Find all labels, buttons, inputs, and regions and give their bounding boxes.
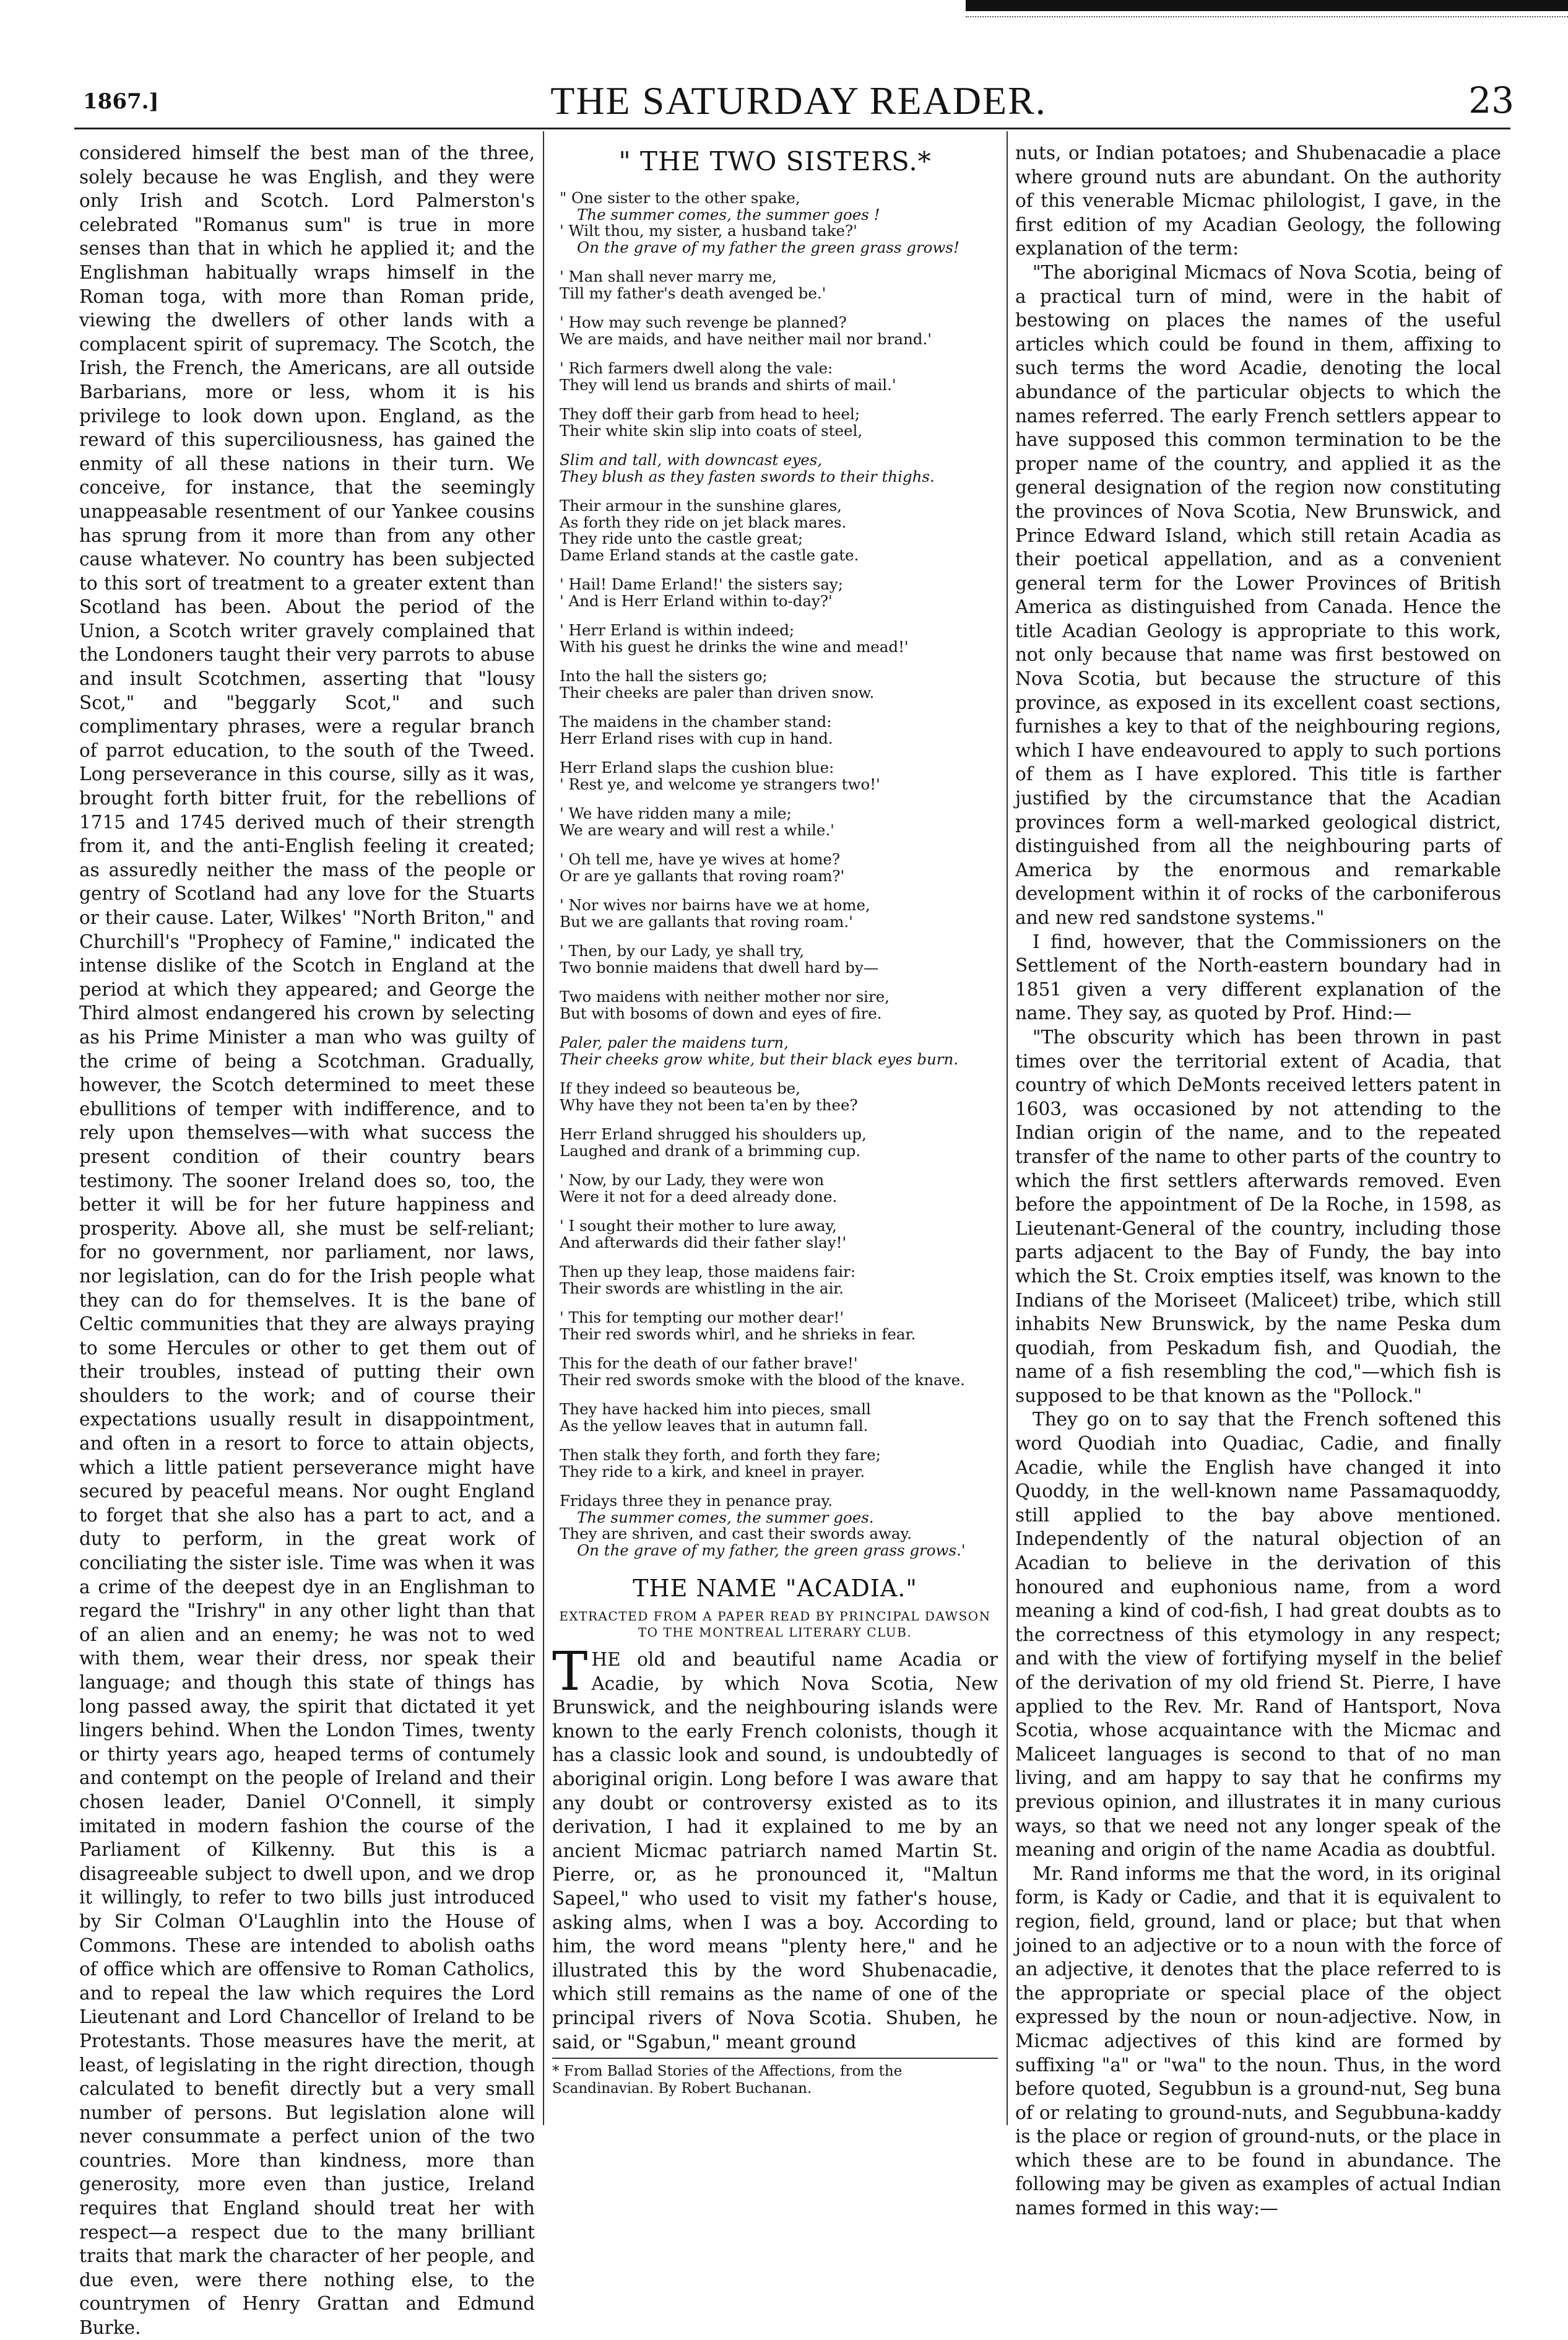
poem-line: They are shriven, and cast their swords away.	[560, 1524, 912, 1542]
poem-line: ' Rest ye, and welcome ye strangers two!'	[560, 775, 880, 793]
paragraph: Mr. Rand informs me that the word, in its original form, is Kady or Cadie, and that it is equivalent to region, field, ground, land or place; but that when joined to an adjective or to a noun with the force of an adjective, it denotes that the place referred to is the appropriate or special place of the object expressed by the noun or noun-adjective. Now, in Micmac adjectives of this kind are formed by suffixing "a" or "wa" to the noun. Thus, in the word before quoted, Segubbun is a ground-nut, Seg buna of or relating to ground-nuts, and Segubbuna-kaddy is the place or region of ground-nuts, or the place in which these are to be found in abundance. The following may be given as examples of actual Indian names formed in this way:—	[1015, 1863, 1501, 2219]
paragraph-text: HE old and beautiful name Acadia or Acadie, by which Nova Scotia, New Brunswick, and the neighbouring islands were known to the early French colonists, though it has a classic look and sound, is undoubtedly of aboriginal origin. Long before I was aware that any doubt or controversy existed as to its derivation, I had it explained to me by an ancient Micmac patriarch named Martin St. Pierre, or, as he pronounced it, "Maltun Sapeel," who used to visit my father's house, asking alms, when I was a boy. According to him, the word means "plenty here," and he illustrated this by the word Shubenacadie, which still remains as the name of one of the principal rivers of Nova Scotia. Shuben, he said, or "Sgabun," meant ground	[552, 1649, 998, 2053]
poem-stanza	[560, 622, 998, 655]
poem-line: The summer comes, the summer goes !	[577, 205, 880, 224]
paragraph: nuts, or Indian potatoes; and Shubenacadie a place where ground nuts are abundant. On the authority of this venerable Micmac philologist, I gave, in the first edition of my Acadian Geology, the following explanation of the term:	[1015, 142, 1501, 259]
column-2	[552, 141, 998, 2141]
poem-stanza	[560, 714, 998, 747]
poem-line: ' Herr Erland is within indeed;	[560, 621, 795, 639]
poem-line: ' Now, by our Lady, they were won	[560, 1171, 825, 1189]
poem-line: They ride to a kirk, and kneel in prayer.	[560, 1462, 865, 1481]
poem-stanza	[560, 1126, 998, 1159]
header-rule	[74, 128, 1510, 129]
article-subtitle: EXTRACTED FROM A PAPER READ BY PRINCIPAL DAWSON TO THE MONTREAL LITERARY CLUB.	[559, 1609, 991, 1640]
poem-line: Their white skin slip into coats of steel,	[560, 421, 863, 440]
poem-line: ' Rich farmers dwell along the vale:	[560, 359, 833, 377]
poem-line: But with bosoms of down and eyes of fire.	[560, 1004, 882, 1022]
poem-stanza	[560, 1081, 998, 1113]
poem-line: ' We have ridden many a mile;	[560, 804, 792, 822]
page-number: 23	[1468, 79, 1514, 121]
poem-stanza	[560, 1264, 998, 1297]
poem-stanza	[560, 897, 998, 930]
poem-stanza	[560, 1310, 998, 1342]
poem-line: The summer comes, the summer goes.	[577, 1508, 874, 1526]
poem-stanza	[560, 269, 998, 302]
article-title: THE NAME "ACADIA."	[633, 1575, 917, 1602]
poem-line: Their cheeks are paler than driven snow.	[560, 683, 875, 702]
poem-stanza	[560, 452, 998, 485]
paragraph	[552, 1641, 998, 2054]
poem-stanza	[560, 943, 998, 976]
poem-line: Why have they not been ta'en by thee?	[560, 1095, 858, 1114]
column-divider	[543, 131, 544, 2125]
poem-stanza	[560, 406, 998, 439]
poem-line: ' And is Herr Erland within to-day?'	[560, 591, 833, 610]
paragraph: "The obscurity which has been thrown in past times over the territorial extent of Acadia, that country of which DeMonts received letters patent in 1603, was occasioned by not attending to the Indian origin of the name, and to the repeated transfer of the name to other parts of the country to which the first settlers afterwards removed. Even before the appointment of De la Roche, in 1598, as Lieutenant-General of the country, including those parts adjacent to the Bay of Fundy, the bay into which the St. Croix empties itself, was known to the Indians of the Moriseet (Maliceet) tribe, which still inhabits New Brunswick, by the name Peska dum quodiah, from Peskadum fish, and Quodiah, the name of a fish resembling the cod,"—which fish is supposed to be that known as the "Pollock."	[1015, 1026, 1501, 1406]
poem-stanza	[560, 1218, 998, 1251]
poem-stanza	[560, 806, 998, 838]
poem-line: ' Wilt thou, my sister, a husband take?'	[560, 222, 857, 240]
poem-line: On the grave of my father, the green grass grows.'	[577, 1541, 966, 1559]
poem-line: Or are ye gallants that roving roam?'	[560, 866, 845, 885]
poem-stanza	[560, 1355, 998, 1388]
poem-stanza	[560, 315, 998, 347]
poem-line: If they indeed so beauteous be,	[560, 1079, 800, 1097]
poem-line: Herr Erland rises with cup in hand.	[560, 729, 833, 747]
poem-line: Dame Erland stands at the castle gate.	[560, 546, 859, 564]
poem-line: ' I sought their mother to lure away,	[560, 1217, 837, 1235]
poem-line: Paler, paler the maidens turn,	[560, 1033, 789, 1051]
poem-line: Two bonnie maidens that dwell hard by—	[560, 958, 879, 976]
drop-cap: T	[552, 1641, 588, 1703]
article-text	[552, 1641, 998, 2054]
poem-line: Their red swords smoke with the blood of the knave.	[560, 1370, 965, 1389]
poem-line: Then stalk they forth, and forth they fare;	[560, 1446, 881, 1464]
poem-line: Herr Erland slaps the cushion blue:	[560, 759, 834, 776]
poem-line: They blush as they fasten swords to their thighs.	[560, 467, 935, 485]
article-continued-text	[1015, 141, 1501, 2220]
poem-line: They doff their garb from head to heel;	[560, 405, 860, 423]
poem-stanza	[560, 1401, 998, 1434]
poem-line: And afterwards did their father slay!'	[560, 1233, 847, 1251]
poem-line: Two maidens with neither mother nor sire,	[560, 988, 890, 1006]
poem-line: They have hacked him into pieces, small	[560, 1400, 871, 1418]
poem-line: On the grave of my father the green grass grows!	[577, 238, 959, 256]
column-1	[79, 141, 535, 2339]
poem-line: Slim and tall, with downcast eyes,	[560, 451, 823, 469]
poem-line: As forth they ride on jet black mares.	[560, 513, 847, 531]
poem-stanza	[560, 989, 998, 1022]
editorial-text	[79, 141, 535, 2340]
poem-line: ' Hail! Dame Erland!' the sisters say;	[560, 575, 844, 593]
poem-line: They will lend us brands and shirts of mail.'	[560, 375, 896, 394]
poem-line: ' This for tempting our mother dear!'	[560, 1308, 844, 1326]
poem-line: Fridays three they in penance pray.	[560, 1492, 833, 1510]
poem-line: But we are gallants that roving roam.'	[560, 912, 853, 931]
paragraph: "The aboriginal Micmacs of Nova Scotia, being of a practical turn of mind, were in the habit of bestowing on places the names of the useful articles which could be found in them, affixing to such terms the word Acadie, denoting the local abundance of the particular objects to which the names referred. The early French settlers appear to have supposed this common termination to be the proper name of the country, and applied it as the general designation of the region now constituting the provinces of Nova Scotia, New Brunswick, and Prince Edward Island, which still retain Acadia as their poetical appellation, and as a convenient general term for the Lower Provinces of British America as distinguished from Canada. Hence the title Acadian Geology is appropriate to this work, not only because that name was first bestowed on Nova Scotia, but because the structure of this province, as exposed in its excellent coast sections, furnishes a key to that of the neighbouring regions, which I have endeavoured to apply to such portions of them as I have explored. This title is farther justified by the circumstance that the Acadian provinces form a well-marked geological district, distinguished from all the neighbouring parts of America by the enormous and remarkable development within it of rocks of the carboniferous and new red sandstone systems."	[1015, 261, 1501, 928]
poem-stanza	[560, 668, 998, 701]
poem-stanza	[560, 760, 998, 793]
poem-line: ' How may such revenge be planned?	[560, 313, 847, 331]
column-3	[1015, 141, 1501, 2219]
poem-stanza	[560, 1172, 998, 1205]
poem-stanza	[560, 1447, 998, 1480]
paragraph: They go on to say that the French softened this word Quodiah into Quadiac, Cadie, and finally Acadie, while the English have changed it into Quoddy, in the well-known name Passamaquoddy, still applied to the bay above mentioned. Independently of the natural objection of an Acadian to believe in the derivation of this honoured and euphonious name, from a word meaning a kind of cod-fish, I had great doubts as to the correctness of this etymology in any respect; and with the view of fortifying myself in the belief of the derivation of my old friend St. Pierre, I have applied to the Rev. Mr. Rand of Hantsport, Nova Scotia, whose acquaintance with the Micmac and Maliceet languages is second to that of no man living, and am happy to say that he confirms my previous opinion, and illustrates it in many curious ways, so that we need not any longer speak of the meaning and origin of the name Acadia as doubtful.	[1015, 1409, 1501, 1861]
paragraph: considered himself the best man of the three, solely because he was English, and they were only Irish and Scotch. Lord Palmerston's celebrated "Romanus sum" is true in more senses than that in which he applied it; and the Englishman habitually wraps himself in the Roman toga, with more than Roman pride, viewing the dwellers of other lands with a complacent spirit of supremacy. The Scotch, the Irish, the French, the Americans, are all outside Barbarians, more or less, whom it is his privilege to look down upon. England, as the reward of this superciliousness, has gained the enmity of all these nations in their turn. We conceive, for instance, that the seemingly unappeasable resentment of our Yankee cousins has sprung from it more than from any other cause whatever. No country has been subjected to this sort of treatment to a greater extent than Scotland has been. About the period of the Union, a Scotch writer gravely complained that the Londoners taught their very parrots to abuse and insult Scotchmen, asserting that "lousy Scot," and "beggarly Scot," and such complimentary phrases, were a regular branch of parrot education, to the south of the Tweed. Long perseverance in this course, silly as it was, brought forth bitter fruit, for the rebellions of 1715 and 1745 derived much of their strength from it, and the anti-English feeling it created; as assuredly neither the mass of the people or gentry of Scotland had any love for the Stuarts or their cause. Later, Wilkes' "North Briton," and Churchill's "Prophecy of Famine," indicated the intense dislike of the Scotch in England at the period at which they appeared; and George the Third almost endangered his crown by selecting as his Prime Minister a man who was guilty of the crime of being a Scotchman. Gradually, however, the Scotch determined to meet these ebullitions of temper with indifference, and to rely upon themselves—with what success the present condition of their country bears testimony. The sooner Ireland does so, too, the better it will be for her future happiness and prosperity. Above all, she must be self-reliant; for no government, nor parliament, nor laws, nor legislation, can do for the Irish people what they can do for themselves. It is the bane of Celtic communities that they are always praying to some Hercules or other to get them out of their troubles, instead of putting their own shoulders to the work; and of course their expectations usually result in disappointment, and often in a resort to force to attain objects, which a little patient perseverance might have secured by peaceful means. Nor ought England to forget that she also has a part to act, and a duty to perform, in the great work of conciliating the sister isle. Time was when it was a crime of the deepest dye in an Englishman to regard the "Irishry" in any other light than that of an alien and an enemy; he was not to wed with them, wear their dress, nor speak their language; and though this state of things has long passed away, the spirit that dictated it yet lingers behind. When the London Times, twenty or thirty years ago, heaped terms of contumely and contempt on the people of Ireland and their chosen leader, Daniel O'Connell, it simply imitated in modern fashion the course of the Parliament of Kilkenny. But this is a disagreeable subject to dwell upon, and we drop it willingly, to refer to two bills just introduced by Sir Colman O'Laughlin into the House of Commons. These are intended to abolish oaths of office which are offensive to Roman Catholics, and to repeal the law which requires the Lord Lieutenant and Lord Chancellor of Ireland to be Protestants. Those measures have the merit, at least, of legislating in the right direction, though calculated to benefit directly but a very small number of persons. But legislation alone will never consummate a perfect union of the two countries. More than kindness, more than generosity, more even than justice, Ireland requires that England should treat her with respect—a respect due to the many brilliant traits that mark the character of her people, and due even, were there nothing else, to the countrymen of Henry Grattan and Edmund Burke.	[79, 142, 535, 2339]
poem-stanza	[560, 1035, 998, 1068]
poem-line: As the yellow leaves that in autumn fall.	[560, 1416, 868, 1435]
poem-line: This for the death of our father brave!'	[560, 1354, 858, 1372]
poem-line: Their armour in the sunshine glares,	[560, 497, 842, 515]
poem-line: ' Man shall never marry me,	[560, 267, 777, 285]
poem-title: " THE TWO SISTERS.*	[618, 146, 932, 176]
poem-line: With his guest he drinks the wine and mead!'	[560, 637, 909, 656]
poem-line: ' Nor wives nor bairns have we at home,	[560, 896, 870, 914]
poem-line: They ride unto the castle great;	[560, 529, 803, 547]
poem-line: Into the hall the sisters go;	[560, 667, 768, 685]
poem-line: Were it not for a deed already done.	[560, 1187, 838, 1206]
poem-stanza	[560, 190, 998, 256]
poem-line: " One sister to the other spake,	[560, 189, 800, 207]
top-border-bar	[966, 0, 1568, 11]
poem-stanza	[560, 498, 998, 563]
masthead-title: THE SATURDAY READER.	[550, 79, 1047, 123]
poem-line: ' Then, by our Lady, ye shall try,	[560, 942, 805, 960]
poem-line: Then up they leap, those maidens fair:	[560, 1263, 856, 1281]
column-divider	[1007, 131, 1008, 2125]
poem-line: Their cheeks grow white, but their black eyes burn.	[560, 1050, 959, 1068]
poem-stanza	[560, 576, 998, 609]
poem-stanza	[560, 360, 998, 393]
poem-line: Laughed and drank of a brimming cup.	[560, 1141, 861, 1160]
poem-line: Their red swords whirl, and he shrieks in fear.	[560, 1324, 916, 1343]
page-header	[74, 73, 1523, 129]
paragraph: I find, however, that the Commissioners on the Settlement of the North-eastern boundary had in 1851 given a very different explanation of the name. They say, as quoted by Prof. Hind:—	[1015, 931, 1501, 1024]
poem-line: Their swords are whistling in the air.	[560, 1279, 844, 1297]
poem-line: The maidens in the chamber stand:	[560, 713, 832, 731]
poem-line: We are weary and will rest a while.'	[560, 820, 834, 839]
footnote: * From Ballad Stories of the Affections, from the Scandinavian. By Robert Buchanan.	[552, 2058, 998, 2097]
header-date: 1867.]	[83, 89, 159, 114]
poem-body	[552, 190, 998, 1559]
poem-stanza	[560, 851, 998, 884]
poem-line: We are maids, and have neither mail nor brand.'	[560, 329, 932, 348]
poem-stanza	[560, 1493, 998, 1559]
poem-line: Herr Erland shrugged his shoulders up,	[560, 1125, 867, 1143]
top-border-dotted	[966, 16, 1568, 17]
poem-line: Till my father's death avenged be.'	[560, 284, 826, 302]
poem-line: ' Oh tell me, have ye wives at home?	[560, 850, 841, 868]
